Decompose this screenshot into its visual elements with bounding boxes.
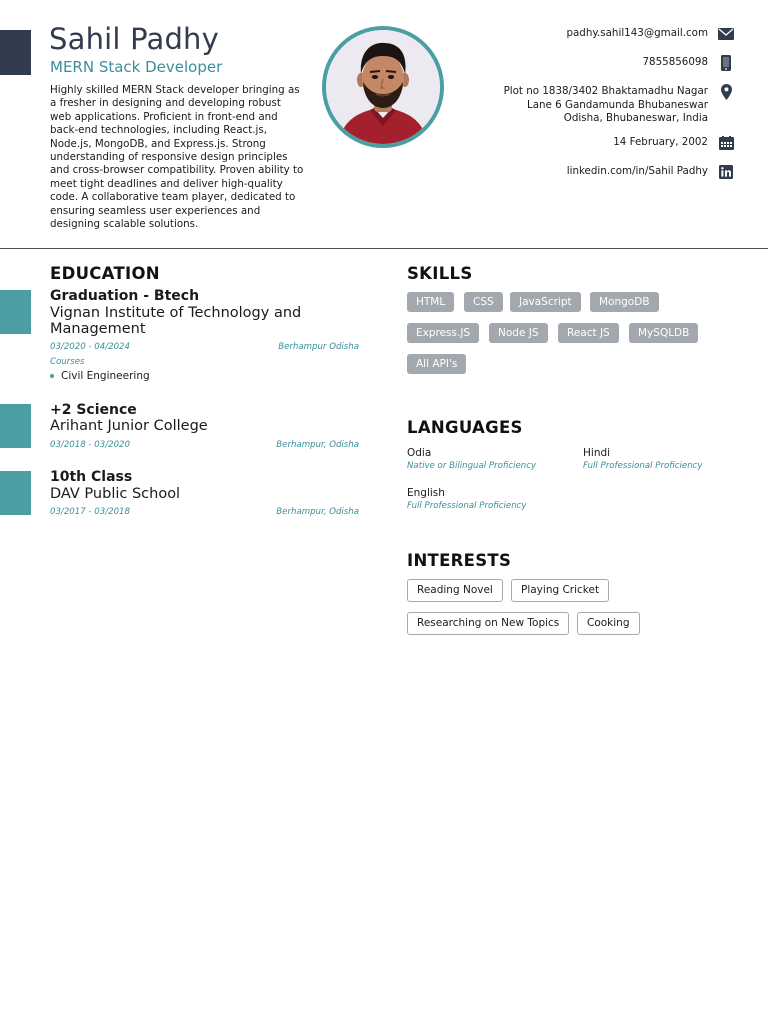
skill-chip: All API's <box>407 354 466 374</box>
languages-title: LANGUAGES <box>407 418 523 437</box>
skill-chip: MongoDB <box>590 292 659 312</box>
name-accent-bar <box>0 30 31 75</box>
interest-tag: Researching on New Topics <box>407 612 569 635</box>
course-item <box>50 370 150 382</box>
language-level: Native or Bilingual Proficiency <box>407 461 537 471</box>
education-location: Berhampur Odisha <box>278 342 359 352</box>
education-title: EDUCATION <box>50 264 160 283</box>
language-level: Full Professional Proficiency <box>407 501 527 511</box>
education-degree: 10th Class <box>50 469 133 485</box>
address-line-2: Lane 6 Gandamunda Bhubaneswar <box>526 98 708 111</box>
education-institution: DAV Public School <box>50 486 181 502</box>
education-accent-bar <box>0 404 31 448</box>
language-name: Hindi <box>583 447 611 459</box>
education-dates: 03/2018 - 03/2020 <box>50 440 130 450</box>
language-name: Odia <box>407 447 432 459</box>
phone-icon <box>718 55 734 71</box>
education-dates: 03/2017 - 03/2018 <box>50 507 130 517</box>
skills-title: SKILLS <box>407 264 473 283</box>
contact-phone[interactable]: 7855856098 <box>642 56 708 68</box>
course-name: Civil Engineering <box>61 370 150 382</box>
contact-linkedin[interactable]: linkedin.com/in/Sahil Padhy <box>566 165 708 177</box>
interest-tag: Playing Cricket <box>511 579 609 602</box>
profile-photo <box>322 26 444 148</box>
map-pin-icon <box>718 84 734 100</box>
education-degree: +2 Science <box>50 402 137 418</box>
skill-chip: CSS <box>464 292 503 312</box>
education-institution: Arihant Junior College <box>50 418 208 434</box>
skill-chip: Node JS <box>489 323 548 343</box>
skill-chip: React JS <box>558 323 619 343</box>
education-accent-bar <box>0 290 31 334</box>
bullet-icon <box>50 374 54 378</box>
linkedin-icon <box>718 164 734 180</box>
courses-label: Courses <box>50 357 85 367</box>
education-degree: Graduation - Btech <box>50 288 200 304</box>
education-location: Berhampur, Odisha <box>276 507 359 517</box>
envelope-icon <box>718 26 734 42</box>
interests-title: INTERESTS <box>407 551 512 570</box>
interest-tag: Cooking <box>577 612 640 635</box>
address-line-1: Plot no 1838/3402 Bhaktamadhu Nagar <box>503 85 708 97</box>
education-dates: 03/2020 - 04/2024 <box>50 342 130 352</box>
language-level: Full Professional Proficiency <box>583 461 703 471</box>
education-institution: Vignan Institute of Technology and Management <box>50 305 302 337</box>
skill-chip: JavaScript <box>510 292 581 312</box>
calendar-icon <box>718 135 734 151</box>
education-location: Berhampur, Odisha <box>276 440 359 450</box>
education-accent-bar <box>0 471 31 515</box>
candidate-name: Sahil Padhy <box>49 22 219 56</box>
contact-email[interactable]: padhy.sahil143@gmail.com <box>566 27 708 39</box>
interest-tag: Reading Novel <box>407 579 503 602</box>
address-line-3: Odisha, Bhubaneswar, India <box>563 112 708 125</box>
profile-summary: Highly skilled MERN Stack developer bringing as a fresher in designing and developing robust web applications. Proficient in front-end and back-end technologies, including React.js, Node.js, MongoDB, and Express.js. Strong understanding of responsive design principles and cross-browser compatibility. Proven ability to meet tight deadlines and deliver high-quality code. A collaborative team player, dedicated to ensuring seamless user experiences and designing scalable solutions. <box>50 84 304 231</box>
skill-chip: HTML <box>407 292 454 312</box>
contact-birthdate: 14 February, 2002 <box>613 136 708 148</box>
skill-chip: Express.JS <box>407 323 479 343</box>
language-name: English <box>407 487 445 499</box>
skill-chip: MySQLDB <box>629 323 698 343</box>
header-divider <box>0 248 768 249</box>
contact-address <box>504 85 708 126</box>
candidate-role: MERN Stack Developer <box>50 58 223 76</box>
